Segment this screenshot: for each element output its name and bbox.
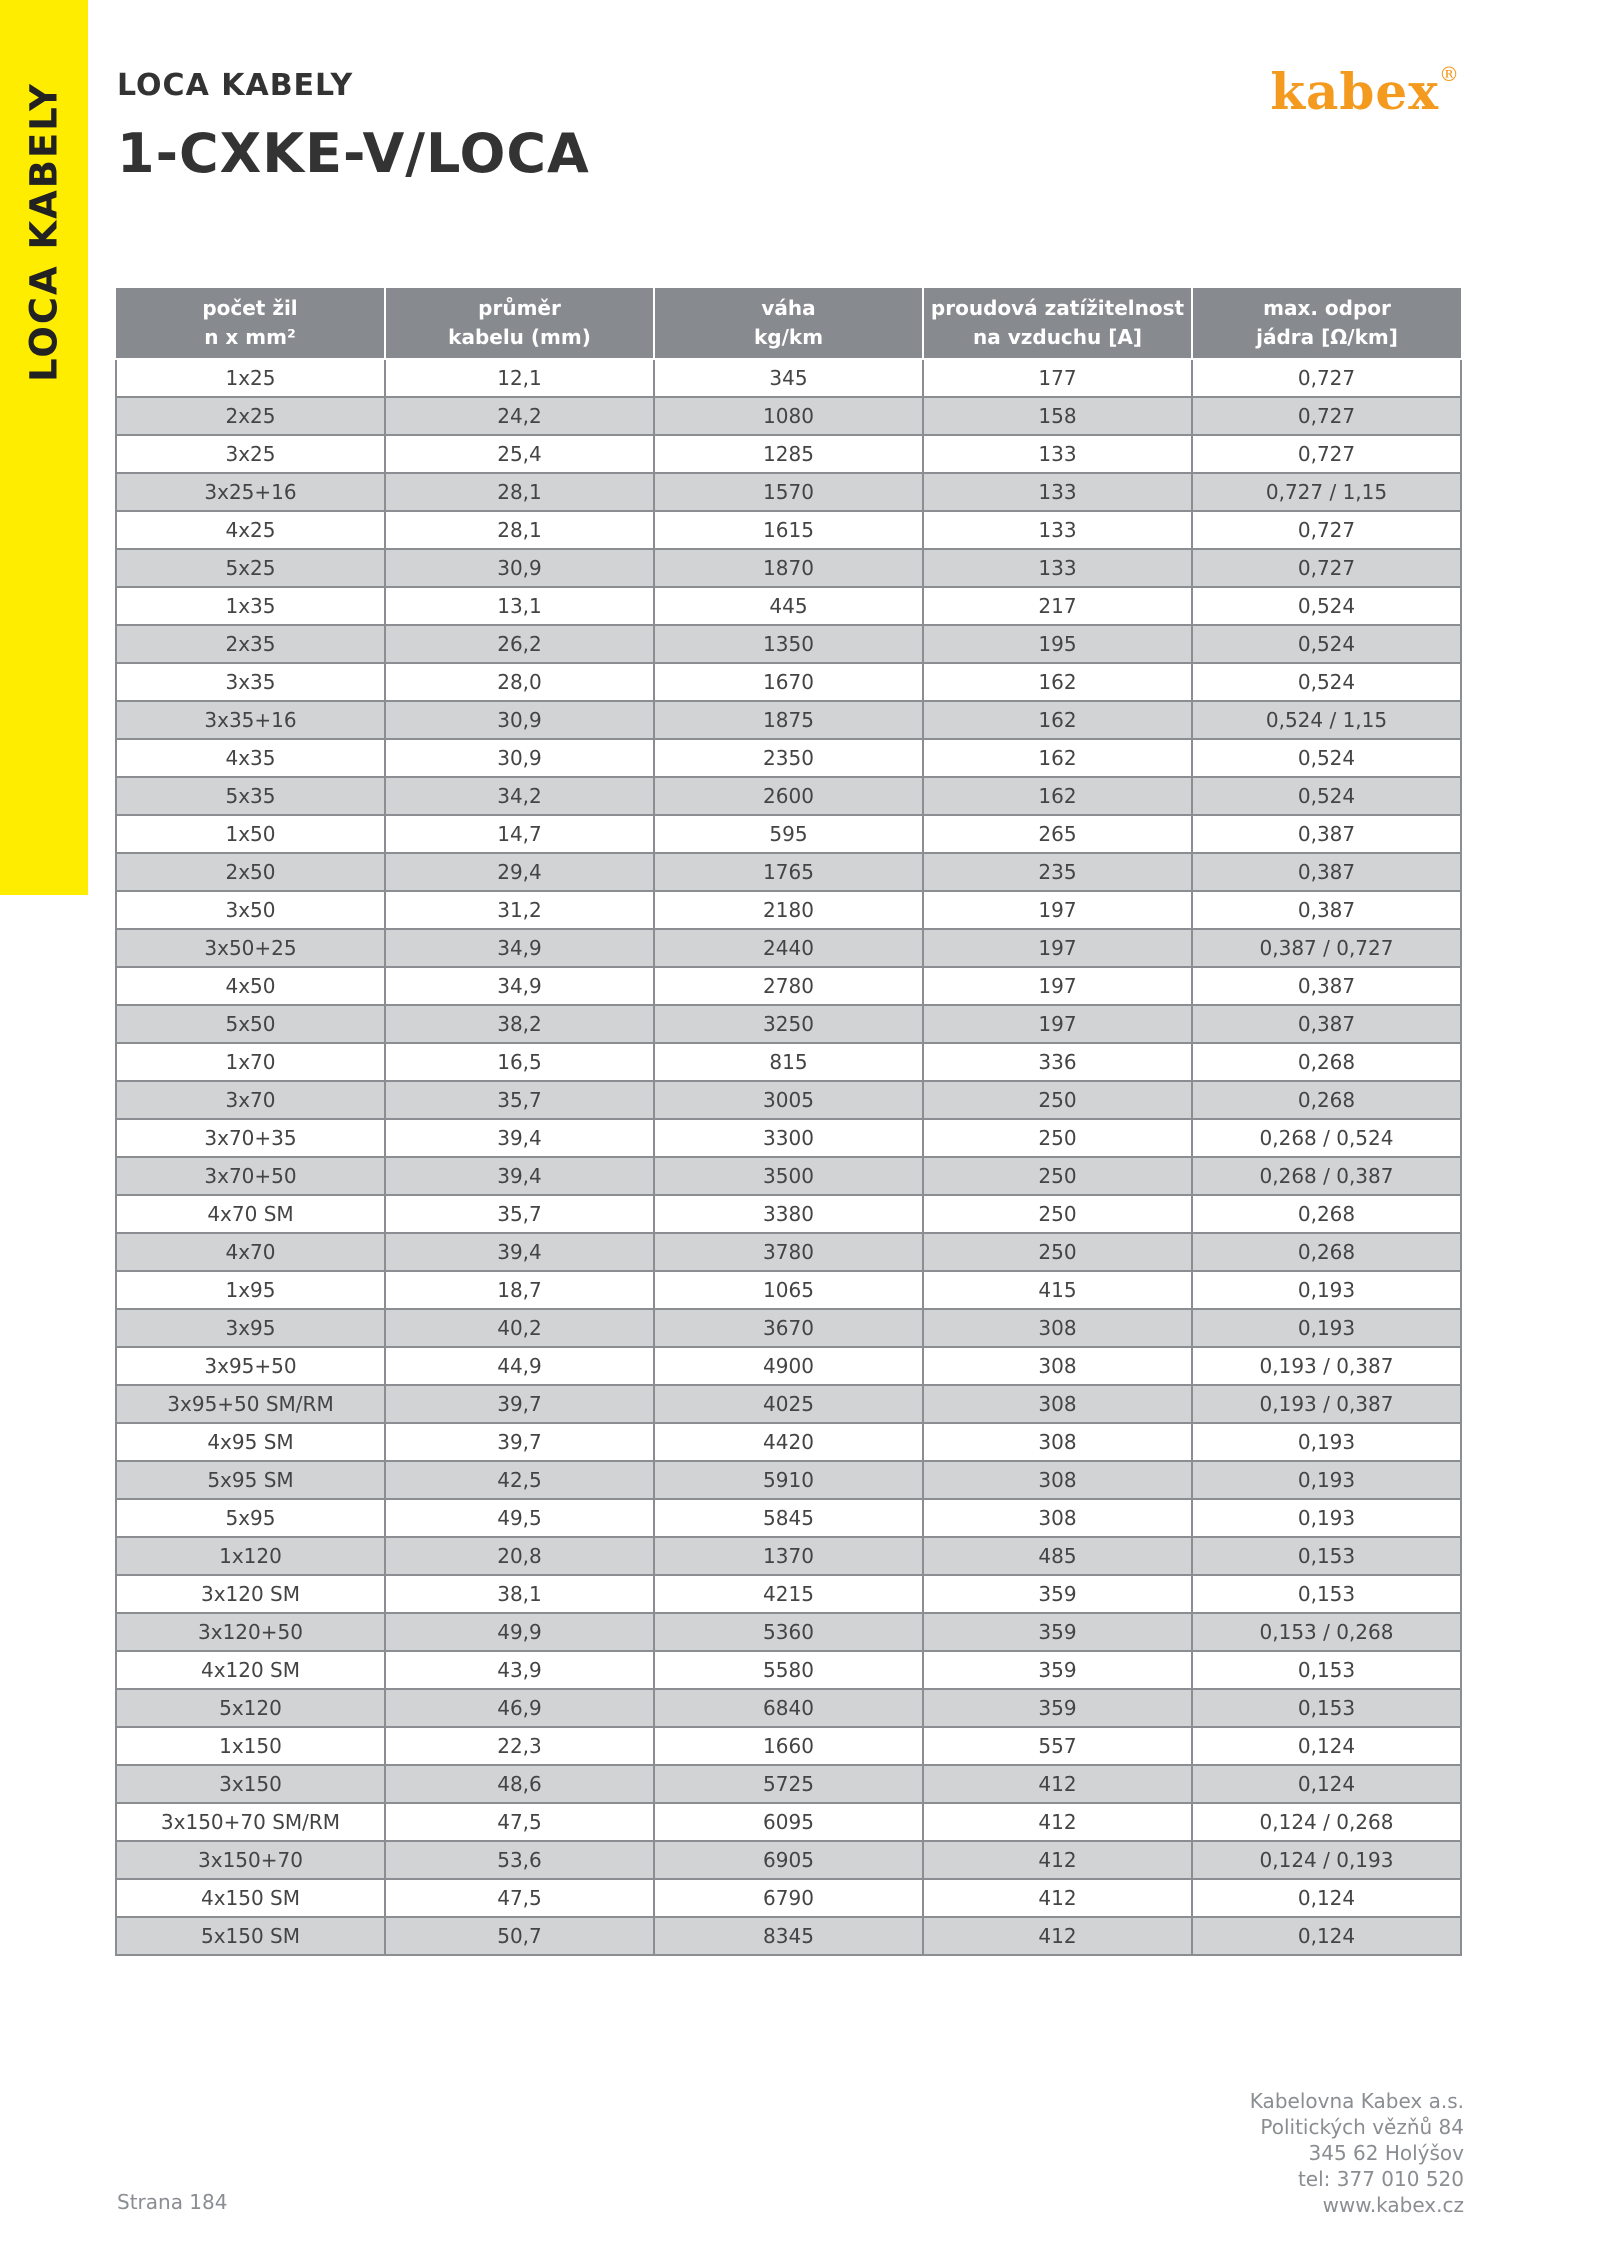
table-cell: 39,4: [385, 1157, 654, 1195]
table-cell: 3x25+16: [116, 473, 385, 511]
table-row: [116, 1727, 1461, 1765]
table-cell: 46,9: [385, 1689, 654, 1727]
table-cell: 0,124: [1192, 1765, 1461, 1803]
table-cell: 308: [923, 1499, 1192, 1537]
table-cell: 49,9: [385, 1613, 654, 1651]
table-cell: 133: [923, 473, 1192, 511]
table-cell: 50,7: [385, 1917, 654, 1955]
table-cell: 4420: [654, 1423, 923, 1461]
table-cell: 197: [923, 967, 1192, 1005]
address-line: tel: 377 010 520: [1297, 2167, 1464, 2191]
table-cell: 35,7: [385, 1081, 654, 1119]
header-resistance: [1192, 288, 1461, 359]
table-cell: 217: [923, 587, 1192, 625]
section-kicker: LOCA KABELY: [117, 68, 354, 103]
table-cell: 26,2: [385, 625, 654, 663]
table-cell: 308: [923, 1347, 1192, 1385]
table-cell: 336: [923, 1043, 1192, 1081]
table-cell: 14,7: [385, 815, 654, 853]
table-cell: 195: [923, 625, 1192, 663]
table-cell: 4900: [654, 1347, 923, 1385]
table-row: [116, 625, 1461, 663]
table-row: [116, 549, 1461, 587]
table-cell: 1x25: [116, 359, 385, 397]
table-cell: 8345: [654, 1917, 923, 1955]
table-row: [116, 1043, 1461, 1081]
table-cell: 0,524: [1192, 625, 1461, 663]
table-cell: 162: [923, 663, 1192, 701]
table-cell: 250: [923, 1233, 1192, 1271]
table-cell: 3780: [654, 1233, 923, 1271]
table-row: [116, 777, 1461, 815]
table-cell: 49,5: [385, 1499, 654, 1537]
table-cell: 412: [923, 1765, 1192, 1803]
table-cell: 38,2: [385, 1005, 654, 1043]
table-cell: 133: [923, 511, 1192, 549]
table-cell: 12,1: [385, 359, 654, 397]
table-cell: 595: [654, 815, 923, 853]
table-cell: 1080: [654, 397, 923, 435]
table-cell: 415: [923, 1271, 1192, 1309]
table-cell: 412: [923, 1803, 1192, 1841]
table-row: [116, 1765, 1461, 1803]
table-cell: 345: [654, 359, 923, 397]
table-cell: 1870: [654, 549, 923, 587]
table-cell: 4x50: [116, 967, 385, 1005]
table-row: [116, 1157, 1461, 1195]
table-row: [116, 1195, 1461, 1233]
table-cell: 197: [923, 929, 1192, 967]
page-number: Strana 184: [117, 2190, 228, 2214]
header-weight: [654, 288, 923, 359]
table-cell: 6905: [654, 1841, 923, 1879]
table-row: [116, 397, 1461, 435]
table-row: [116, 663, 1461, 701]
table-cell: 4x70 SM: [116, 1195, 385, 1233]
table-cell: 5580: [654, 1651, 923, 1689]
table-cell: 0,268: [1192, 1195, 1461, 1233]
table-cell: 1660: [654, 1727, 923, 1765]
table-row: [116, 1347, 1461, 1385]
table-row: [116, 1841, 1461, 1879]
table-cell: 0,387: [1192, 1005, 1461, 1043]
table-cell: 0,387 / 0,727: [1192, 929, 1461, 967]
table-cell: 43,9: [385, 1651, 654, 1689]
table-row: [116, 1613, 1461, 1651]
table-cell: 1x50: [116, 815, 385, 853]
table-cell: 485: [923, 1537, 1192, 1575]
table-cell: 2440: [654, 929, 923, 967]
table-cell: 197: [923, 1005, 1192, 1043]
table-cell: 0,387: [1192, 891, 1461, 929]
table-row: [116, 1803, 1461, 1841]
table-row: [116, 1081, 1461, 1119]
header-line: kabelu (mm): [448, 325, 591, 349]
table-cell: 2600: [654, 777, 923, 815]
table-cell: 250: [923, 1195, 1192, 1233]
table-cell: 3x25: [116, 435, 385, 473]
table-cell: 3x35+16: [116, 701, 385, 739]
table-row: [116, 435, 1461, 473]
table-cell: 44,9: [385, 1347, 654, 1385]
table-cell: 0,727: [1192, 549, 1461, 587]
table-cell: 38,1: [385, 1575, 654, 1613]
table-row: [116, 1651, 1461, 1689]
header-line: počet žil: [202, 296, 298, 320]
table-cell: 29,4: [385, 853, 654, 891]
table-cell: 30,9: [385, 739, 654, 777]
table-cell: 4x70: [116, 1233, 385, 1271]
table-row: [116, 1575, 1461, 1613]
table-cell: 34,2: [385, 777, 654, 815]
table-cell: 2780: [654, 967, 923, 1005]
table-cell: 5x120: [116, 1689, 385, 1727]
table-cell: 557: [923, 1727, 1192, 1765]
table-cell: 39,7: [385, 1385, 654, 1423]
table-cell: 4x35: [116, 739, 385, 777]
table-cell: 0,727: [1192, 359, 1461, 397]
table-cell: 0,387: [1192, 853, 1461, 891]
table-cell: 3250: [654, 1005, 923, 1043]
table-cell: 0,524: [1192, 777, 1461, 815]
table-cell: 1x70: [116, 1043, 385, 1081]
table-cell: 133: [923, 549, 1192, 587]
table-cell: 3x70: [116, 1081, 385, 1119]
table-row: [116, 815, 1461, 853]
header-line: n x mm²: [204, 325, 296, 349]
table-cell: 3x95: [116, 1309, 385, 1347]
table-cell: 6790: [654, 1879, 923, 1917]
table-cell: 22,3: [385, 1727, 654, 1765]
table-row: [116, 359, 1461, 397]
table-cell: 162: [923, 701, 1192, 739]
table-cell: 0,193: [1192, 1499, 1461, 1537]
table-cell: 158: [923, 397, 1192, 435]
table-cell: 0,268: [1192, 1081, 1461, 1119]
header-line: proudová zatížitelnost: [930, 296, 1185, 320]
table-cell: 0,124: [1192, 1917, 1461, 1955]
table-cell: 1350: [654, 625, 923, 663]
table-cell: 3x120+50: [116, 1613, 385, 1651]
table-body: [116, 359, 1461, 1955]
table-cell: 0,193: [1192, 1423, 1461, 1461]
table-cell: 1065: [654, 1271, 923, 1309]
table-cell: 0,524: [1192, 587, 1461, 625]
table-cell: 3500: [654, 1157, 923, 1195]
header-line: max. odpor: [1263, 296, 1391, 320]
table-row: [116, 1119, 1461, 1157]
table-cell: 3x150+70: [116, 1841, 385, 1879]
table-cell: 0,124: [1192, 1879, 1461, 1917]
table-cell: 177: [923, 359, 1192, 397]
table-cell: 40,2: [385, 1309, 654, 1347]
table-cell: 0,727: [1192, 435, 1461, 473]
table-cell: 6095: [654, 1803, 923, 1841]
table-cell: 1285: [654, 435, 923, 473]
table-cell: 30,9: [385, 549, 654, 587]
table-cell: 1875: [654, 701, 923, 739]
table-cell: 3x50+25: [116, 929, 385, 967]
table-cell: 16,5: [385, 1043, 654, 1081]
kabex-logo: [1270, 62, 1460, 121]
table-cell: 359: [923, 1613, 1192, 1651]
table-cell: 3x50: [116, 891, 385, 929]
table-cell: 0,727: [1192, 511, 1461, 549]
table-cell: 250: [923, 1081, 1192, 1119]
table-cell: 1570: [654, 473, 923, 511]
table-row: [116, 701, 1461, 739]
table-cell: 1370: [654, 1537, 923, 1575]
table-row: [116, 1005, 1461, 1043]
table-row: [116, 853, 1461, 891]
table-cell: 13,1: [385, 587, 654, 625]
table-cell: 1670: [654, 663, 923, 701]
address-line: Politických vězňů 84: [1260, 2115, 1464, 2139]
table-cell: 133: [923, 435, 1192, 473]
table-cell: 6840: [654, 1689, 923, 1727]
table-cell: 359: [923, 1575, 1192, 1613]
table-cell: 4x150 SM: [116, 1879, 385, 1917]
table-cell: 162: [923, 777, 1192, 815]
table-cell: 39,4: [385, 1233, 654, 1271]
table-row: [116, 1879, 1461, 1917]
table-cell: 5910: [654, 1461, 923, 1499]
table-cell: 28,0: [385, 663, 654, 701]
table-cell: 0,268: [1192, 1233, 1461, 1271]
table-cell: 250: [923, 1157, 1192, 1195]
table-cell: 47,5: [385, 1803, 654, 1841]
table-row: [116, 967, 1461, 1005]
table-row: [116, 1423, 1461, 1461]
table-cell: 25,4: [385, 435, 654, 473]
table-cell: 5x25: [116, 549, 385, 587]
address-line: Kabelovna Kabex a.s.: [1249, 2089, 1464, 2113]
table-cell: 2180: [654, 891, 923, 929]
table-cell: 162: [923, 739, 1192, 777]
table-row: [116, 1271, 1461, 1309]
page-title: 1-CXKE-V/LOCA: [117, 122, 590, 185]
table-cell: 39,7: [385, 1423, 654, 1461]
table-cell: 4x95 SM: [116, 1423, 385, 1461]
table-cell: 0,268 / 0,524: [1192, 1119, 1461, 1157]
header-line: průměr: [478, 296, 561, 320]
table-cell: 0,193: [1192, 1461, 1461, 1499]
company-address: [1250, 2088, 1464, 2218]
table-cell: 28,1: [385, 511, 654, 549]
table-cell: 42,5: [385, 1461, 654, 1499]
table-cell: 3x95+50 SM/RM: [116, 1385, 385, 1423]
table-cell: 28,1: [385, 473, 654, 511]
table-cell: 4215: [654, 1575, 923, 1613]
side-tab: [0, 0, 88, 895]
table-header-row: [116, 288, 1461, 359]
table-cell: 0,193: [1192, 1309, 1461, 1347]
table-cell: 308: [923, 1385, 1192, 1423]
table-cell: 1x150: [116, 1727, 385, 1765]
header-line: na vzduchu [A]: [973, 325, 1142, 349]
table-cell: 5360: [654, 1613, 923, 1651]
table-cell: 0,124 / 0,268: [1192, 1803, 1461, 1841]
table-cell: 250: [923, 1119, 1192, 1157]
header-diameter: [385, 288, 654, 359]
header-current: [923, 288, 1192, 359]
table-cell: 0,124: [1192, 1727, 1461, 1765]
table-cell: 31,2: [385, 891, 654, 929]
header-line: váha: [761, 296, 816, 320]
table-cell: 5x150 SM: [116, 1917, 385, 1955]
table-row: [116, 1233, 1461, 1271]
table-cell: 0,153: [1192, 1537, 1461, 1575]
table-cell: 0,727: [1192, 397, 1461, 435]
table-cell: 18,7: [385, 1271, 654, 1309]
side-tab-label: LOCA KABELY: [22, 82, 66, 382]
table-cell: 412: [923, 1879, 1192, 1917]
table-cell: 0,524 / 1,15: [1192, 701, 1461, 739]
table-cell: 0,387: [1192, 967, 1461, 1005]
table-cell: 308: [923, 1461, 1192, 1499]
table-cell: 4x25: [116, 511, 385, 549]
table-cell: 2x50: [116, 853, 385, 891]
table-row: [116, 1917, 1461, 1955]
table-cell: 235: [923, 853, 1192, 891]
table-row: [116, 891, 1461, 929]
table-cell: 1x120: [116, 1537, 385, 1575]
table-cell: 815: [654, 1043, 923, 1081]
table-cell: 3x150: [116, 1765, 385, 1803]
table-cell: 0,153: [1192, 1651, 1461, 1689]
table-cell: 1x35: [116, 587, 385, 625]
table-cell: 4x120 SM: [116, 1651, 385, 1689]
table-cell: 5x95: [116, 1499, 385, 1537]
table-cell: 197: [923, 891, 1192, 929]
table-row: [116, 1385, 1461, 1423]
table-cell: 0,524: [1192, 663, 1461, 701]
table-cell: 3x70+50: [116, 1157, 385, 1195]
table-cell: 34,9: [385, 967, 654, 1005]
table-row: [116, 1689, 1461, 1727]
table-cell: 5x95 SM: [116, 1461, 385, 1499]
table-cell: 0,193 / 0,387: [1192, 1385, 1461, 1423]
header-line: jádra [Ω/km]: [1256, 325, 1398, 349]
address-line: 345 62 Holýšov: [1308, 2141, 1464, 2165]
table-cell: 34,9: [385, 929, 654, 967]
table-cell: 20,8: [385, 1537, 654, 1575]
table-row: [116, 587, 1461, 625]
header-line: kg/km: [753, 325, 824, 349]
table-cell: 412: [923, 1841, 1192, 1879]
table-cell: 0,153 / 0,268: [1192, 1613, 1461, 1651]
logo-text: kabex: [1270, 62, 1439, 121]
table-cell: 359: [923, 1689, 1192, 1727]
table-cell: 3670: [654, 1309, 923, 1347]
address-line: www.kabex.cz: [1322, 2193, 1464, 2217]
cable-spec-table: [115, 288, 1462, 1956]
table-row: [116, 1309, 1461, 1347]
table-cell: 48,6: [385, 1765, 654, 1803]
table-cell: 1615: [654, 511, 923, 549]
table-cell: 2x35: [116, 625, 385, 663]
table-cell: 3005: [654, 1081, 923, 1119]
table-cell: 0,124 / 0,193: [1192, 1841, 1461, 1879]
table-cell: 0,153: [1192, 1689, 1461, 1727]
header-cores: [116, 288, 385, 359]
table-cell: 308: [923, 1423, 1192, 1461]
table-cell: 53,6: [385, 1841, 654, 1879]
table-cell: 0,193 / 0,387: [1192, 1347, 1461, 1385]
table-cell: 5x35: [116, 777, 385, 815]
table-cell: 2x25: [116, 397, 385, 435]
table-row: [116, 1461, 1461, 1499]
table-cell: 24,2: [385, 397, 654, 435]
table-cell: 0,727 / 1,15: [1192, 473, 1461, 511]
table-cell: 3x35: [116, 663, 385, 701]
table-row: [116, 1499, 1461, 1537]
table-cell: 35,7: [385, 1195, 654, 1233]
table-cell: 0,268 / 0,387: [1192, 1157, 1461, 1195]
table-cell: 1x95: [116, 1271, 385, 1309]
table-row: [116, 1537, 1461, 1575]
table-cell: 1765: [654, 853, 923, 891]
table-row: [116, 929, 1461, 967]
table-cell: 30,9: [385, 701, 654, 739]
table-cell: 5845: [654, 1499, 923, 1537]
table-cell: 47,5: [385, 1879, 654, 1917]
table-cell: 0,524: [1192, 739, 1461, 777]
table-row: [116, 511, 1461, 549]
table-cell: 5725: [654, 1765, 923, 1803]
table-cell: 3380: [654, 1195, 923, 1233]
registered-mark: ®: [1439, 62, 1460, 86]
table-cell: 0,387: [1192, 815, 1461, 853]
table-cell: 0,193: [1192, 1271, 1461, 1309]
table-cell: 265: [923, 815, 1192, 853]
table-cell: 4025: [654, 1385, 923, 1423]
table-cell: 3x70+35: [116, 1119, 385, 1157]
table-cell: 445: [654, 587, 923, 625]
table-cell: 39,4: [385, 1119, 654, 1157]
table-cell: 5x50: [116, 1005, 385, 1043]
table-row: [116, 473, 1461, 511]
table-cell: 0,153: [1192, 1575, 1461, 1613]
table-cell: 3x120 SM: [116, 1575, 385, 1613]
table-cell: 2350: [654, 739, 923, 777]
table-cell: 308: [923, 1309, 1192, 1347]
table-row: [116, 739, 1461, 777]
table-cell: 3x95+50: [116, 1347, 385, 1385]
table-cell: 3x150+70 SM/RM: [116, 1803, 385, 1841]
table-cell: 359: [923, 1651, 1192, 1689]
table-cell: 0,268: [1192, 1043, 1461, 1081]
table-cell: 3300: [654, 1119, 923, 1157]
table-cell: 412: [923, 1917, 1192, 1955]
